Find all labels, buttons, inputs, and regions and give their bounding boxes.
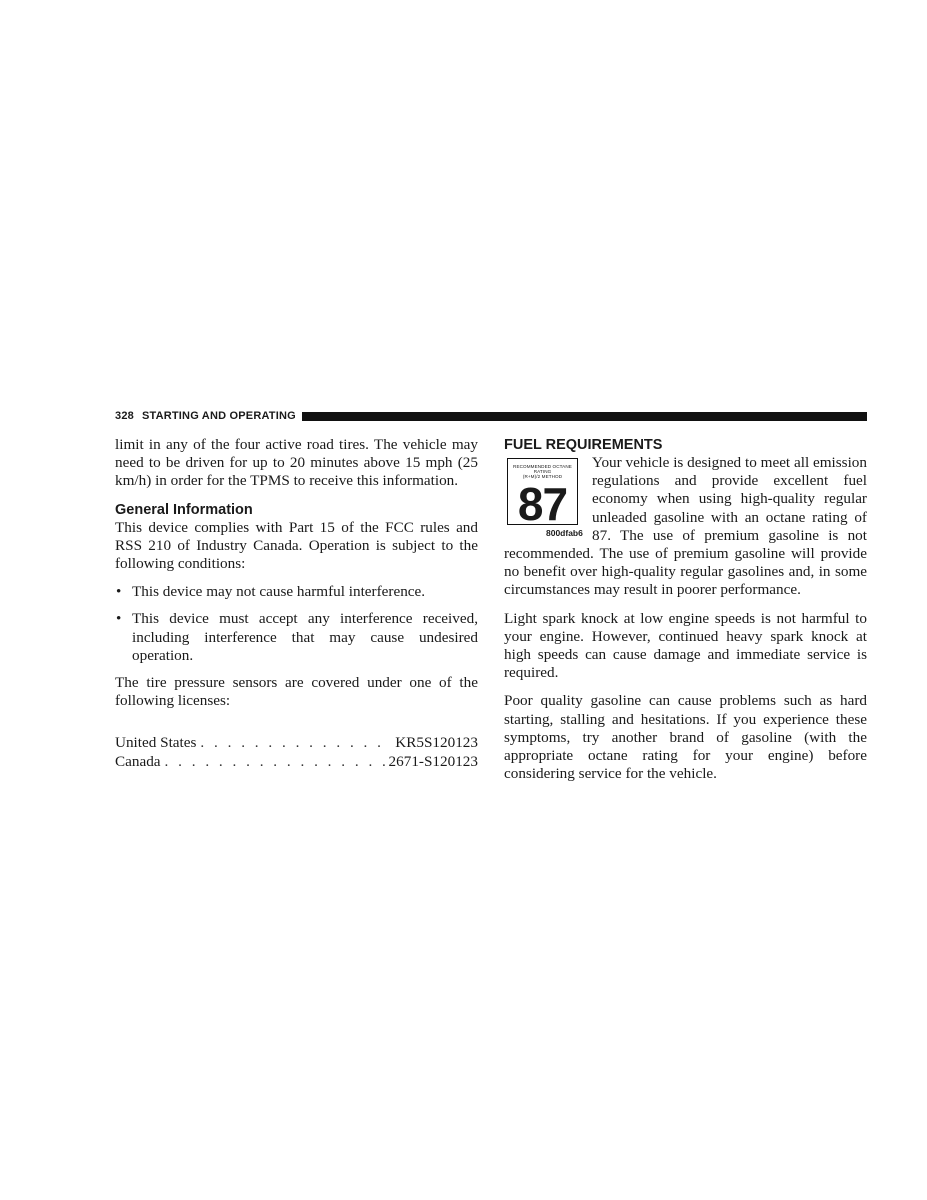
license-row — [115, 753, 478, 771]
poor-quality-paragraph: Poor quality gasoline can cause problems such as hard starting, stalling and hesitations. If you experience these symptoms, try another brand of gasoline (with the appropriate octane rating for your engine) before considering service for the vehicle. — [504, 692, 867, 783]
license-country: Canada — [115, 752, 161, 770]
dot-leader — [165, 753, 385, 771]
licenses-paragraph: The tire pressure sensors are covered under one of the following licenses: — [115, 674, 478, 710]
license-code: 2671-S120123 — [388, 752, 478, 770]
bullet-icon: • — [116, 610, 122, 628]
octane-label-figure — [504, 458, 584, 538]
right-column — [504, 436, 867, 793]
general-information-heading: General Information — [115, 501, 253, 518]
fcc-paragraph: This device complies with Part 15 of the FCC rules and RSS 210 of Industry Canada. Operation is subject to the following conditions: — [115, 518, 478, 573]
list-item: • This device must accept any interference received, including interference that may cause undesired operation. — [116, 610, 478, 664]
figure-code: 800dfab6 — [546, 528, 583, 538]
intro-paragraph: limit in any of the four active road tires. The vehicle may need to be driven for up to 20 minutes above 15 mph (25 km/h) in order for the TPMS to receive this information. — [115, 436, 478, 490]
list-item: • This device may not cause harmful interference. — [116, 583, 426, 601]
fuel-paragraph: Your vehicle is designed to meet all emission regulations and provide excellent fuel economy when using high-quality regular unleaded gasoline with an octane rating of 87. The use of premium gasoline is not recommended. The use of premium gasoline will provide no benefit over high-quality regular gasolines and, in some circumstances may result in poorer performance. — [504, 454, 867, 599]
conditions-list — [115, 583, 478, 665]
license-row — [115, 734, 478, 752]
license-code: KR5S120123 — [395, 734, 478, 752]
spark-knock-paragraph: Light spark knock at low engine speeds is not harmful to your engine. However, continued heavy spark knock at high speeds can cause damage and immediate service is required. — [504, 609, 867, 682]
license-table — [115, 734, 478, 770]
page-number: 328 — [115, 410, 134, 422]
fuel-section — [504, 454, 867, 600]
octane-label-box — [507, 458, 578, 530]
section-title: STARTING AND OPERATING — [141, 410, 296, 422]
fuel-requirements-heading: FUEL REQUIREMENTS — [504, 437, 663, 453]
license-country: United States — [115, 734, 197, 752]
left-column — [115, 436, 478, 771]
page-header — [115, 408, 867, 424]
header-rule — [302, 412, 867, 421]
octane-caption: RECOMMENDED OCTANE RATING (R+M)/2 METHOD — [513, 464, 572, 479]
bullet-icon: • — [116, 583, 122, 601]
octane-number: 87 — [517, 478, 568, 530]
dot-leader — [200, 734, 391, 752]
